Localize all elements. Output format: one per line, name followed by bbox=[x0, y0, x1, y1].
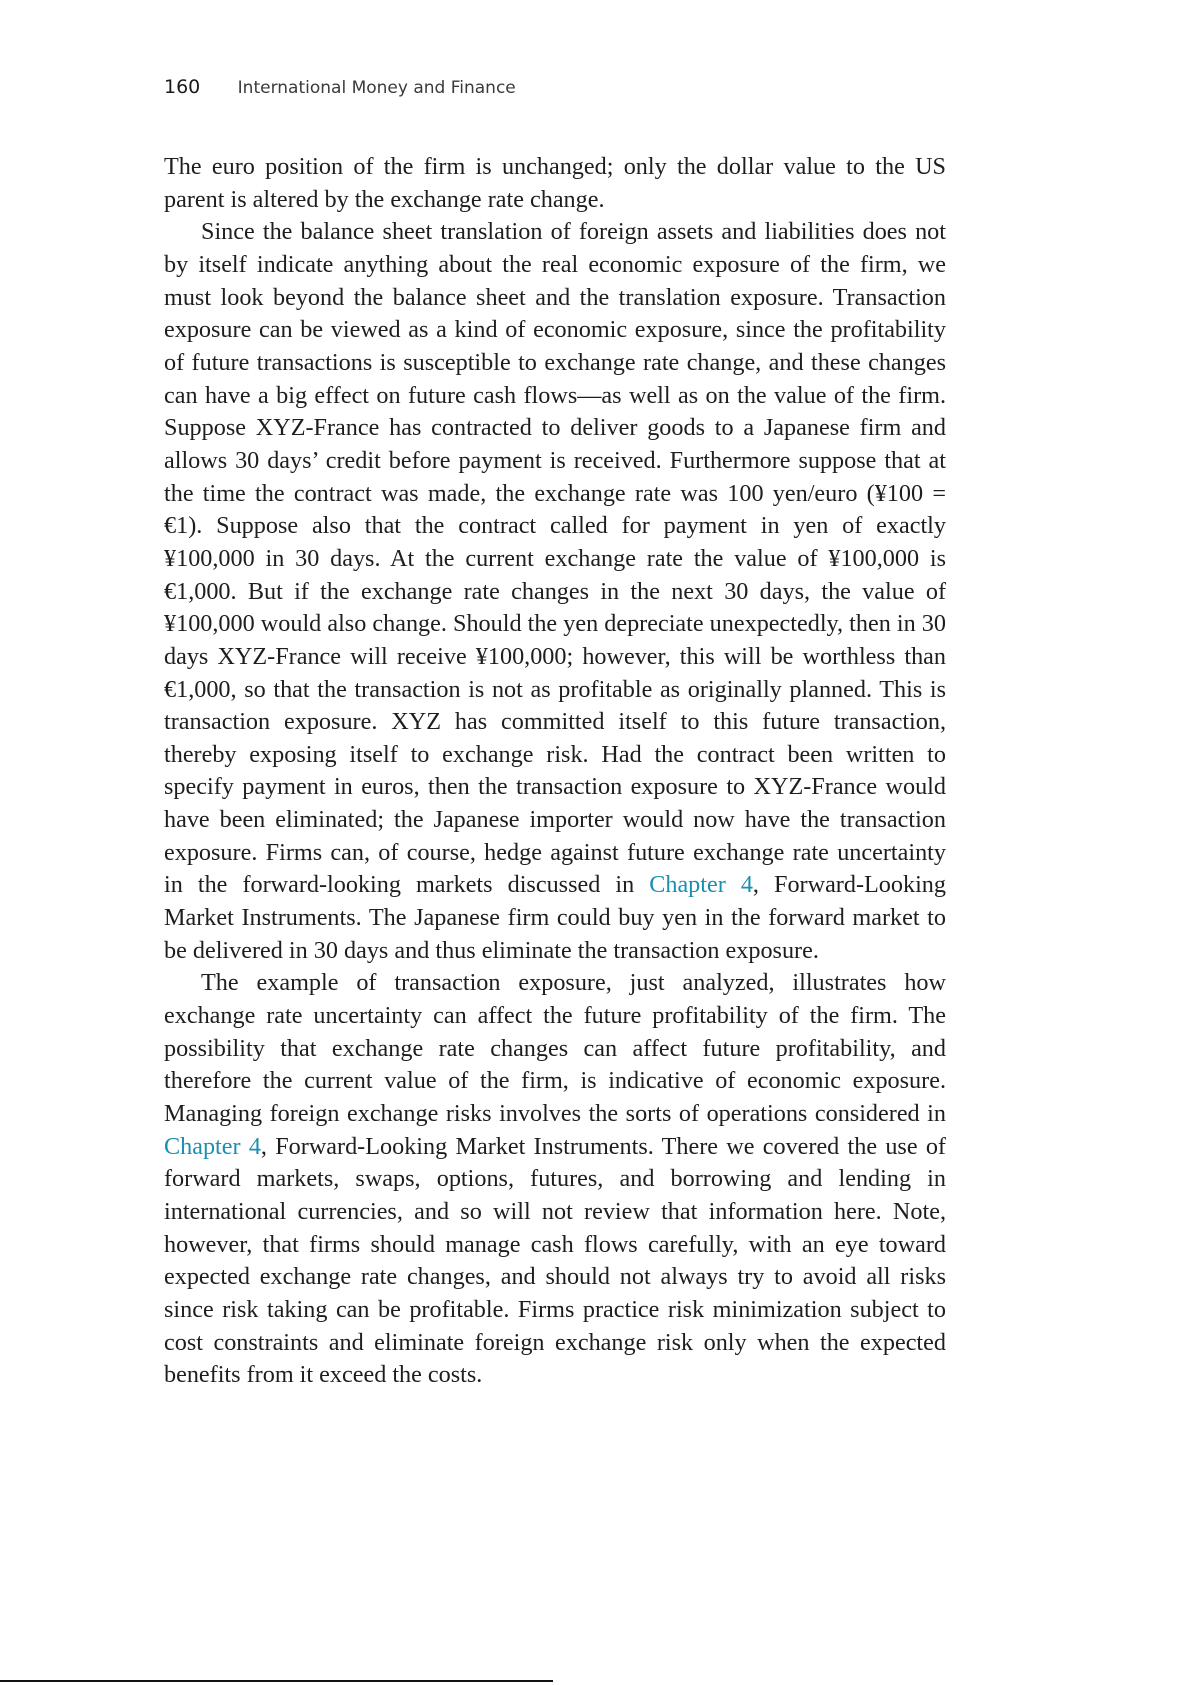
running-title: International Money and Finance bbox=[237, 78, 516, 98]
paragraph-1 bbox=[164, 151, 946, 216]
chapter-4-link[interactable]: Chapter 4 bbox=[649, 871, 753, 899]
page-number: 160 bbox=[164, 76, 201, 98]
paragraph-text: The euro position of the firm is unchanged; only the dollar value to the US parent is altered by the exchange rate change. bbox=[164, 153, 946, 213]
body-text bbox=[164, 151, 946, 1392]
paragraph-text: Since the balance sheet translation of foreign assets and liabilities does not by itself indicate anything about the real economic exposure of the firm, we must look beyond the balance sheet and the translation exposure. Transaction exposure can be viewed as a kind of economic exposure, since the profitability of future transactions is susceptible to exchange rate change, and these changes can have a big effect on future cash flows—as well as on the value of the firm. Suppose XYZ-France has contracted to deliver goods to a Japanese firm and allows 30 days’ credit before payment is received. Furthermore suppose that at the time the contract was made, the exchange rate was 100 yen/euro (¥100 = €1). Suppose also that the contract called for payment in yen of exactly ¥100,000 in 30 days. At the current exchange rate the value of ¥100,000 is €1,000. But if the exchange rate changes in the next 30 days, the value of ¥100,000 would also change. Should the yen depreciate unexpectedly, then in 30 days XYZ-France will receive ¥100,000; however, this will be worthless than €1,000, so that the transaction is not as profitable as originally planned. This is transaction exposure. XYZ has committed itself to this future transaction, thereby exposing itself to exchange risk. Had the contract been written to specify payment in euros, then the transaction exposure to XYZ-France would have been eliminated; the Japanese importer would now have the transaction exposure. Firms can, of course, hedge against future exchange rate uncertainty in the forward-looking markets discussed in bbox=[164, 218, 946, 899]
paragraph-text: , Forward-Looking Market Instruments. There we covered the use of forward markets, swaps, options, futures, and borrowing and lending in international currencies, and so will not review that information here. Note, however, that firms should manage cash flows carefully, with an eye toward expected exchange rate changes, and should not always try to avoid all risks since risk taking can be profitable. Firms practice risk minimization subject to cost constraints and eliminate foreign exchange risk only when the expected benefits from it exceed the costs. bbox=[164, 1132, 946, 1389]
paragraph-text: , Forward-Looking Market Instruments. The Japanese firm could buy yen in the forward market to be delivered in 30 days and thus eliminate the transaction exposure. bbox=[164, 871, 946, 964]
paragraph-2 bbox=[164, 216, 946, 967]
paragraph-text: The example of transaction exposure, just analyzed, illustrates how exchange rate uncertainty can affect the future profitability of the firm. The possibility that exchange rate changes can affect future profitability, and therefore the current value of the firm, is indicative of economic exposure. Managing foreign exchange risks involves the sorts of operations considered in bbox=[164, 969, 946, 1128]
chapter-4-link[interactable]: Chapter 4 bbox=[164, 1132, 261, 1160]
running-header bbox=[164, 76, 516, 98]
paragraph-3 bbox=[164, 967, 946, 1392]
footer-rule bbox=[0, 1680, 553, 1682]
